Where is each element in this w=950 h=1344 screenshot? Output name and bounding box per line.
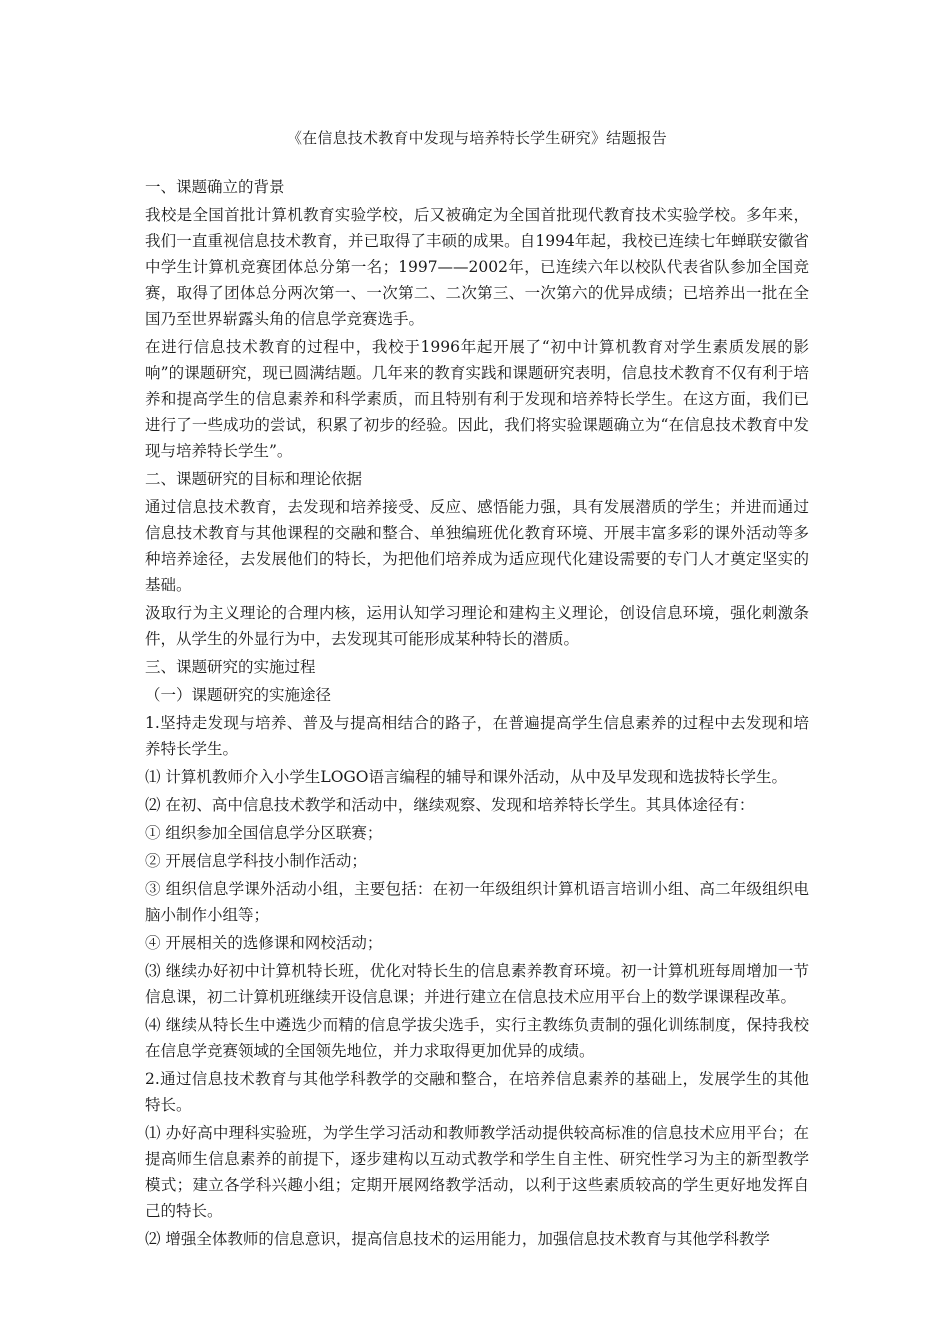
- paragraph: 通过信息技术教育，去发现和培养接受、反应、感悟能力强，具有发展潜质的学生；并进而通过信息技术教育与其他课程的交融和整合、单独编班优化教育环境、开展丰富多彩的课外活动等多种培养途径，去发展他们的特长，为把他们培养成为适应现代化建设需要的专门人才奠定坚实的基础。: [145, 498, 809, 594]
- list-item: ③ 组织信息学课外活动小组，主要包括：在初一年级组织计算机语言培训小组、高二年级组织电脑小制作小组等；: [145, 880, 809, 924]
- list-item: ⑴ 计算机教师介入小学生LOGO语言编程的辅导和课外活动，从中及早发现和选拔特长学生。: [145, 768, 788, 786]
- document-page: [145, 0, 809, 1254]
- document-title: 《在信息技术教育中发现与培养特长学生研究》结题报告: [286, 129, 667, 147]
- list-item: ⑷ 继续从特长生中遴选少而精的信息学拔尖选手，实行主教练负责制的强化训练制度，保持我校在信息学竞赛领域的全国领先地位，并力求取得更加优异的成绩。: [145, 1016, 809, 1060]
- list-item: 2.通过信息技术教育与其他学科教学的交融和整合，在培养信息素养的基础上，发展学生的其他特长。: [145, 1070, 809, 1114]
- list-item: ④ 开展相关的选修课和网校活动；: [145, 934, 383, 952]
- list-item: 1.坚持走发现与培养、普及与提高相结合的路子，在普遍提高学生信息素养的过程中去发现和培养特长学生。: [145, 714, 809, 758]
- list-item: ② 开展信息学科技小制作活动；: [145, 852, 367, 870]
- list-item: ⑵ 增强全体教师的信息意识，提高信息技术的运用能力，加强信息技术教育与其他学科教学: [145, 1230, 770, 1248]
- list-item: ⑴ 办好高中理科实验班，为学生学习活动和教师教学活动提供较高标准的信息技术应用平台；在提高师生信息素养的前提下，逐步建构以互动式教学和学生自主性、研究性学习为主的新型教学模式；建立各学科兴趣小组；定期开展网络教学活动，以利于这些素质较高的学生更好地发挥自己的特长。: [145, 1124, 809, 1220]
- section-heading-process: 三、课题研究的实施过程: [145, 658, 316, 676]
- paragraph: 汲取行为主义理论的合理内核，运用认知学习理论和建构主义理论，创设信息环境，强化刺激条件，从学生的外显行为中，去发现其可能形成某种特长的潜质。: [145, 604, 809, 648]
- list-item: ⑵ 在初、高中信息技术教学和活动中，继续观察、发现和培养特长学生。其具体途径有：: [145, 796, 755, 814]
- paragraph: 在进行信息技术教育的过程中，我校于1996年起开展了“初中计算机教育对学生素质发展的影响”的课题研究，现已圆满结题。几年来的教育实践和课题研究表明，信息技术教育不仅有利于培养和提高学生的信息素养和科学素质，而且特别有利于发现和培养特长学生。在这方面，我们已进行了一些成功的尝试，积累了初步的经验。因此，我们将实验课题确立为“在信息技术教育中发现与培养特长学生”。: [145, 338, 809, 460]
- subsection-heading: （一）课题研究的实施途径: [145, 686, 332, 704]
- paragraph: 我校是全国首批计算机教育实验学校，后又被确定为全国首批现代教育技术实验学校。多年来，我们一直重视信息技术教育，并已取得了丰硕的成果。自1994年起，我校已连续七年蝉联安徽省中学生计算机竞赛团体总分第一名；1997——2002年，已连续六年以校队代表省队参加全国竞赛，取得了团体总分两次第一、一次第二、二次第三、一次第六的优异成绩；已培养出一批在全国乃至世界崭露头角的信息学竞赛选手。: [145, 206, 809, 328]
- document-body: [145, 174, 809, 1252]
- section-heading-goals: 二、课题研究的目标和理论依据: [145, 470, 363, 488]
- list-item: ① 组织参加全国信息学分区联赛；: [145, 824, 383, 842]
- section-heading-background: 一、课题确立的背景: [145, 178, 285, 196]
- list-item: ⑶ 继续办好初中计算机特长班，优化对特长生的信息素养教育环境。初一计算机班每周增加一节信息课，初二计算机班继续开设信息课；并进行建立在信息技术应用平台上的数学课课程改革。: [145, 962, 809, 1006]
